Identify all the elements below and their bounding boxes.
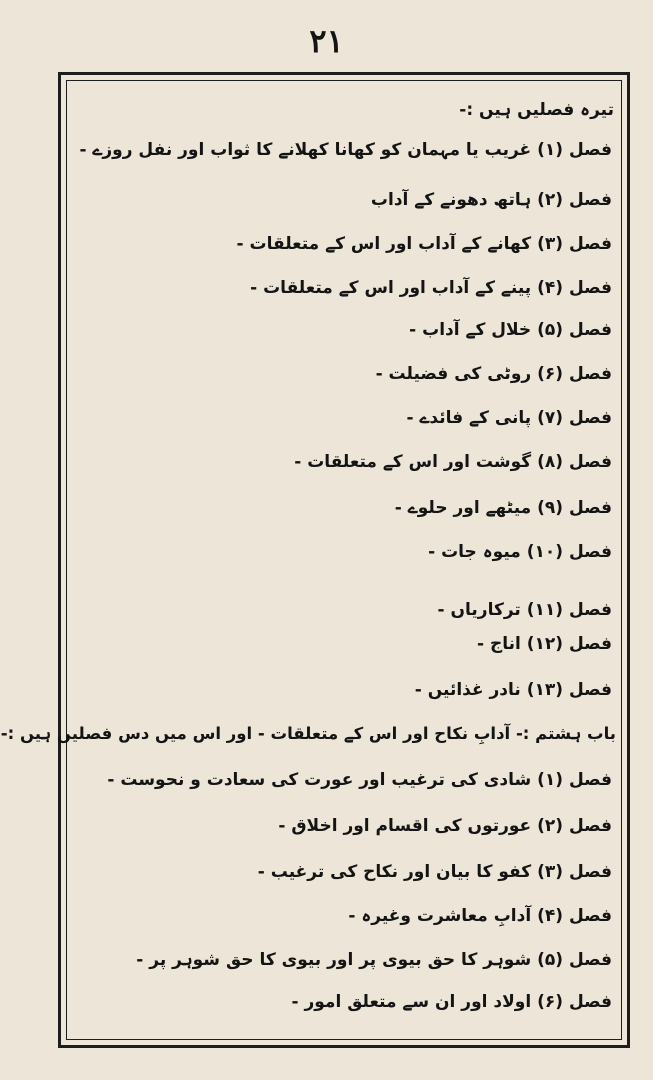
table-of-contents [0, 92, 616, 1032]
chapter-entry: فصل (۱) شادی کی ترغیب اور عورت کی سعادت و نحوست - [107, 770, 612, 790]
chapter-entry: فصل (۱۰) میوہ جات - [428, 542, 612, 562]
chapter-entry: فصل (۴) پینے کے آداب اور اس کے متعلقات - [250, 278, 612, 298]
chapter-entry: فصل (۶) روٹی کی فضیلت - [375, 364, 612, 384]
chapter-heading: باب ہشتم :- آدابِ نکاح اور اس کے متعلقات - اور اس میں دس فصلیں ہیں :- [0, 724, 616, 743]
chapter-entry: فصل (۳) کھانے کے آداب اور اس کے متعلقات - [236, 234, 612, 254]
chapter-entry: فصل (۱) غریب یا مہمان کو کھانا کھلانے کا ثواب اور نفل روزے - [79, 140, 612, 160]
chapter-entry: فصل (۹) میٹھے اور حلوے - [394, 498, 612, 518]
chapter-entry: فصل (۶) اولاد اور ان سے متعلق امور - [291, 992, 612, 1012]
chapter-entry: فصل (۴) آدابِ معاشرت وغیرہ - [348, 906, 612, 926]
chapter-entry: فصل (۳) کفو کا بیان اور نکاح کی ترغیب - [257, 862, 612, 882]
chapter-entry: فصل (۷) پانی کے فائدے - [406, 408, 612, 428]
section-intro: تیرہ فصلیں ہیں :- [459, 100, 614, 120]
chapter-entry: فصل (۱۲) اناج - [476, 634, 612, 654]
chapter-entry: فصل (۱۱) ترکاریاں - [437, 600, 612, 620]
chapter-entry: فصل (۲) ہاتھ دھونے کے آداب [370, 190, 612, 210]
chapter-entry: فصل (۸) گوشت اور اس کے متعلقات - [294, 452, 612, 472]
chapter-entry: فصل (۵) خلال کے آداب - [409, 320, 612, 340]
chapter-entry: فصل (۱۳) نادر غذائیں - [414, 680, 612, 700]
chapter-entry: فصل (۲) عورتوں کی اقسام اور اخلاق - [278, 816, 612, 836]
chapter-entry: فصل (۵) شوہر کا حق بیوی پر اور بیوی کا حق شوہر پر - [136, 950, 612, 970]
page-number: ۲۱ [309, 22, 344, 60]
